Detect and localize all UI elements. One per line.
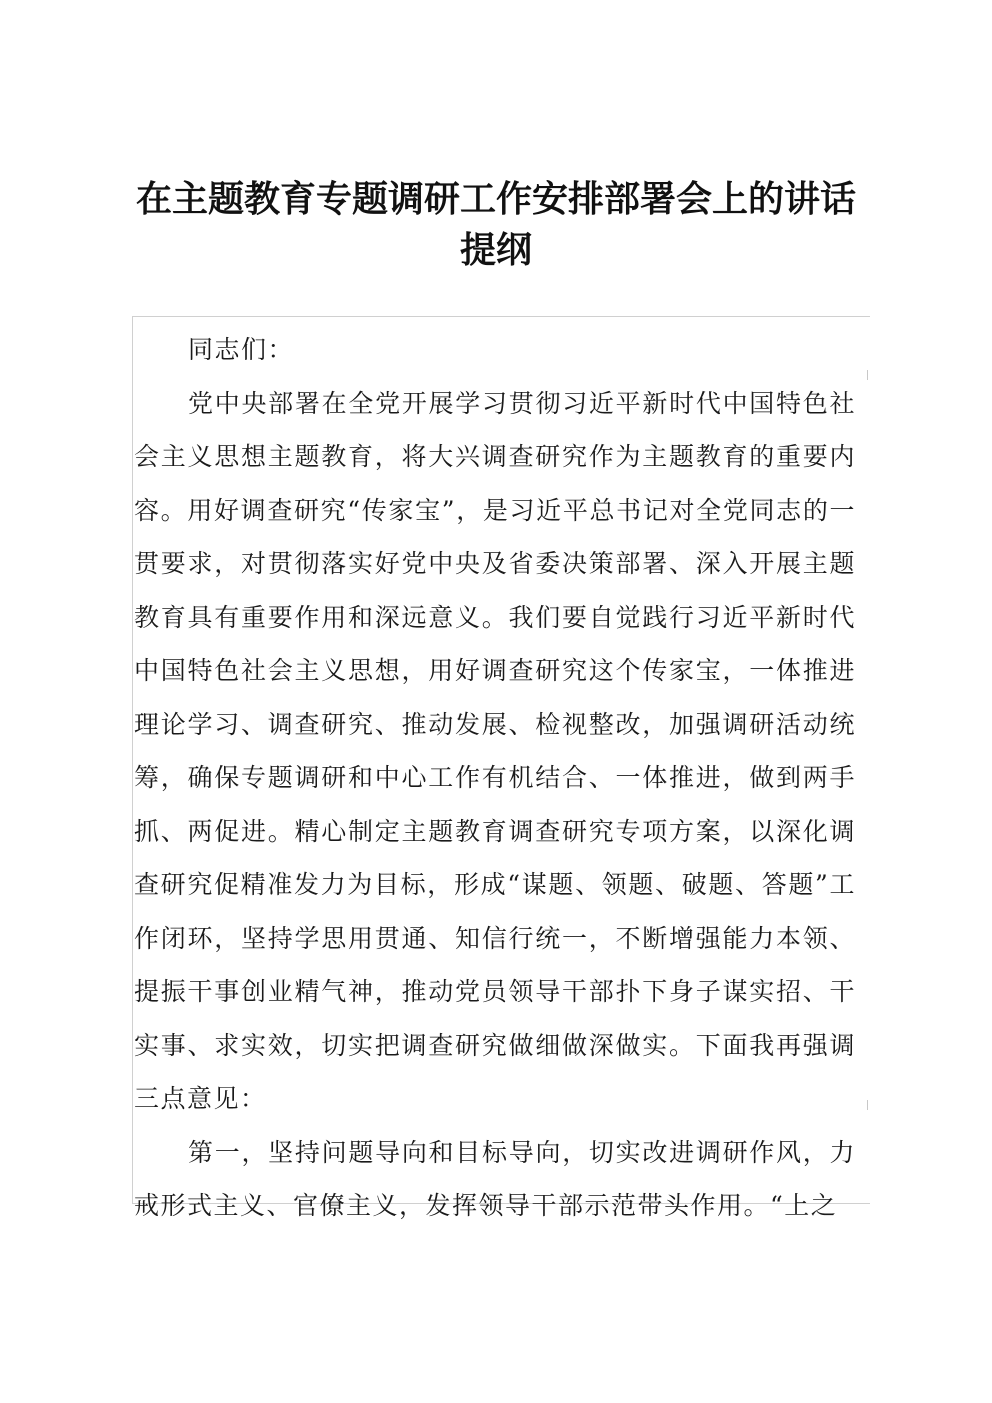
document-title [0, 178, 992, 273]
frame-marker [867, 370, 868, 380]
title-line-2: 提纲 [459, 230, 532, 271]
document-body [134, 323, 856, 1233]
paragraph-first-point: 第一，坚持问题导向和目标导向，切实改进调研作风，力戒形式主义、官僚主义，发挥领导干部示范带头作用。“上之 [134, 1137, 856, 1220]
title-line-1: 在主题教育专题调研工作安排部署会上的讲话 [135, 179, 856, 220]
greeting: 同志们： [188, 335, 295, 364]
frame-marker [867, 1100, 868, 1110]
paragraph-intro: 党中央部署在全党开展学习贯彻习近平新时代中国特色社会主义思想主题教育，将大兴调查研究作为主题教育的重要内容。用好调查研究“传家宝”，是习近平总书记对全党同志的一贯要求，对贯彻落实好党中央及省委决策部署、深入开展主题教育具有重要作用和深远意义。我们要自觉践行习近平新时代中国特色社会主义思想，用好调查研究这个传家宝，一体推进理论学习、调查研究、推动发展、检视整改，加强调研活动统筹，确保专题调研和中心工作有机结合、一体推进，做到两手抓、两促进。精心制定主题教育调查研究专项方案，以深化调查研究促精准发力为目标，形成“谋题、领题、破题、答题”工作闭环，坚持学思用贯通、知信行统一，不断增强能力本领、提振干事创业精气神，推动党员领导干部扑下身子谋实招、干实事、求实效，切实把调查研究做细做深做实。下面我再强调三点意见： [134, 388, 856, 1113]
